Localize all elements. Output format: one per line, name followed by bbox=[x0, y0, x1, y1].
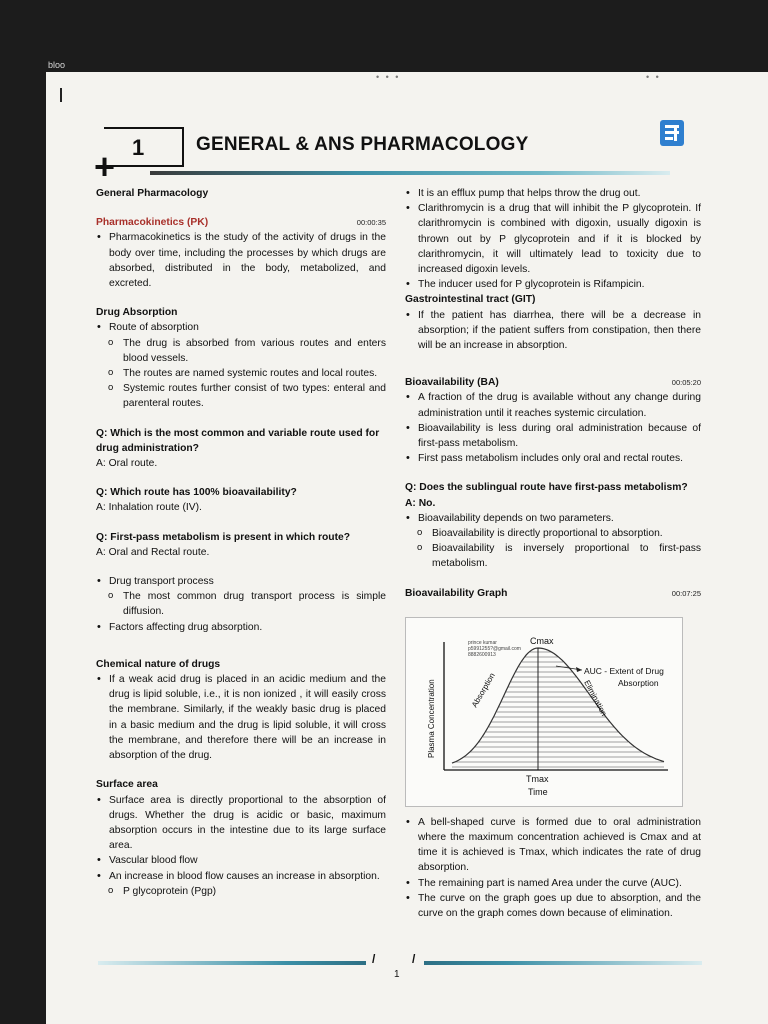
list-item: • If a weak acid drug is placed in an acidic medium and the drug is lipid soluble, i.e., it is non ionized , it will easily cross the membrane. Similarly, if the weakly basic drug is placed in a basic medium and the drug is lipid soluble, it will cross the membrane, and therefore there will be an increase in absorption of the drug. bbox=[96, 672, 386, 763]
pk-bullet: • Pharmacokinetics is the study of the activity of drugs in the body over time, including the processes by which drugs are absorbed, distributed in the body, metabolized, and excreted. bbox=[96, 230, 386, 291]
scan-mark bbox=[60, 88, 62, 102]
list-item: • Bioavailability is less during oral administration because of first-pass metabolism. bbox=[405, 421, 701, 451]
list-item: • If the patient has diarrhea, there will be a decrease in absorption; if the patient suffers from constipation, then there will be an increase in absorption. bbox=[405, 308, 701, 354]
list-item: • It is an efflux pump that helps throw the drug out. bbox=[405, 186, 701, 201]
bioavailability-graph bbox=[405, 617, 683, 807]
auc-label-line2: Absorption bbox=[618, 677, 659, 688]
list-item: o The routes are named systemic routes and local routes. bbox=[96, 366, 386, 381]
list-item: • Factors affecting drug absorption. bbox=[96, 620, 386, 635]
plus-icon: + bbox=[94, 146, 116, 187]
chapter-title: GENERAL & ANS PHARMACOLOGY bbox=[196, 134, 529, 155]
footer-slash: / bbox=[372, 952, 376, 966]
list-item: o The most common drug transport process is simple diffusion. bbox=[96, 589, 386, 619]
list-item: • The remaining part is named Area under the curve (AUC). bbox=[405, 876, 701, 891]
x-axis-label: Time bbox=[528, 786, 548, 797]
cmax-label: Cmax bbox=[530, 635, 554, 646]
list-item: • Bioavailability depends on two parameters. bbox=[405, 511, 701, 526]
tmax-label: Tmax bbox=[526, 773, 549, 784]
list-item: o The drug is absorbed from various routes and enters blood vessels. bbox=[96, 336, 386, 366]
list-item: • Clarithromycin is a drug that will inhibit the P glycoprotein. If clarithromycin is combined with digoxin, usually digoxin is thrown out by P glycoprotein and if it is blocked by clarithromycin, it will ultimately lead to toxicity due to increased digoxin levels. bbox=[405, 201, 701, 277]
footer-rule-right bbox=[424, 961, 702, 965]
list-item: • An increase in blood flow causes an increase in absorption. bbox=[96, 869, 386, 884]
list-item: o Bioavailability is directly proportional to absorption. bbox=[405, 526, 701, 541]
y-axis-label: Plasma Concentration bbox=[427, 679, 436, 758]
left-column bbox=[96, 186, 386, 899]
question: Q: First-pass metabolism is present in which route? bbox=[96, 531, 351, 543]
chemical-nature-heading: Chemical nature of drugs bbox=[96, 658, 221, 670]
bioavailability-graph-heading: Bioavailability Graph bbox=[405, 587, 508, 599]
footer-rule-left bbox=[98, 961, 366, 965]
scan-dots: • • bbox=[646, 72, 661, 82]
auc-label-line1: AUC - Extent of Drug bbox=[584, 665, 664, 676]
list-item: • Drug transport process bbox=[96, 574, 386, 589]
answer: A: Oral and Rectal route. bbox=[96, 546, 210, 558]
pk-heading: Pharmacokinetics (PK) bbox=[96, 217, 209, 229]
drug-absorption-heading: Drug Absorption bbox=[96, 307, 178, 319]
list-item: • The curve on the graph goes up due to absorption, and the curve on the graph comes down because of elimination. bbox=[405, 891, 701, 921]
list-item: • Surface area is directly proportional to the absorption of drugs. Whether the drug is acidic or basic, maximum absorption occurs in the intestine due to its large surface area. bbox=[96, 793, 386, 854]
list-item: • The inducer used for P glycoprotein is Rifampicin. bbox=[405, 277, 701, 292]
scan-dots: • • • bbox=[376, 72, 401, 82]
question: Q: Which is the most common and variable route used for drug administration? bbox=[96, 427, 380, 454]
question: Q: Does the sublingual route have first-pass metabolism? bbox=[405, 482, 688, 494]
list-item: • A bell-shaped curve is formed due to oral administration where the maximum concentration achieved is Cmax and at time it is achieved is Tmax, which indicates the rate of drug absorption. bbox=[405, 815, 701, 876]
graph-timestamp: 00:07:25 bbox=[671, 588, 701, 598]
chapter-rule bbox=[150, 171, 670, 175]
elimination-label: Elimination bbox=[582, 678, 609, 718]
list-item: o Systemic routes further consist of two types: enteral and parenteral routes. bbox=[96, 381, 386, 411]
surface-area-heading: Surface area bbox=[96, 779, 158, 791]
list-item: o Bioavailability is inversely proportional to first-pass metabolism. bbox=[405, 541, 701, 571]
page-number: 1 bbox=[394, 969, 400, 980]
publisher-logo-icon bbox=[660, 120, 684, 146]
scan-corner-text: bloo bbox=[48, 60, 66, 70]
watermark-line: prince kumar bbox=[468, 639, 497, 646]
list-item: • Route of absorption bbox=[96, 320, 386, 335]
list-item: o P glycoprotein (Pgp) bbox=[96, 884, 386, 899]
list-item: • A fraction of the drug is available without any change during administration until it reaches systemic circulation. bbox=[405, 390, 701, 420]
right-column bbox=[405, 186, 701, 921]
question: Q: Which route has 100% bioavailability? bbox=[96, 487, 297, 499]
watermark-line: p5991255?@gmail.com bbox=[468, 645, 521, 652]
answer: A: Inhalation route (IV). bbox=[96, 502, 202, 514]
answer: A: No. bbox=[405, 497, 436, 509]
document-page bbox=[46, 72, 768, 1024]
section-title: General Pharmacology bbox=[96, 188, 209, 199]
list-item: • First pass metabolism includes only oral and rectal routes. bbox=[405, 451, 701, 466]
list-item: • Vascular blood flow bbox=[96, 853, 386, 868]
chapter-number: 1 bbox=[132, 135, 145, 160]
ba-heading: Bioavailability (BA) bbox=[405, 377, 499, 389]
ba-timestamp: 00:05:20 bbox=[671, 378, 701, 388]
answer: A: Oral route. bbox=[96, 458, 158, 470]
git-heading: Gastrointestinal tract (GIT) bbox=[405, 294, 536, 306]
footer-slash: / bbox=[412, 952, 416, 966]
watermark-line: 8882600913 bbox=[468, 651, 496, 658]
absorption-label: Absorption bbox=[469, 671, 497, 709]
pk-timestamp: 00:00:35 bbox=[356, 218, 386, 228]
